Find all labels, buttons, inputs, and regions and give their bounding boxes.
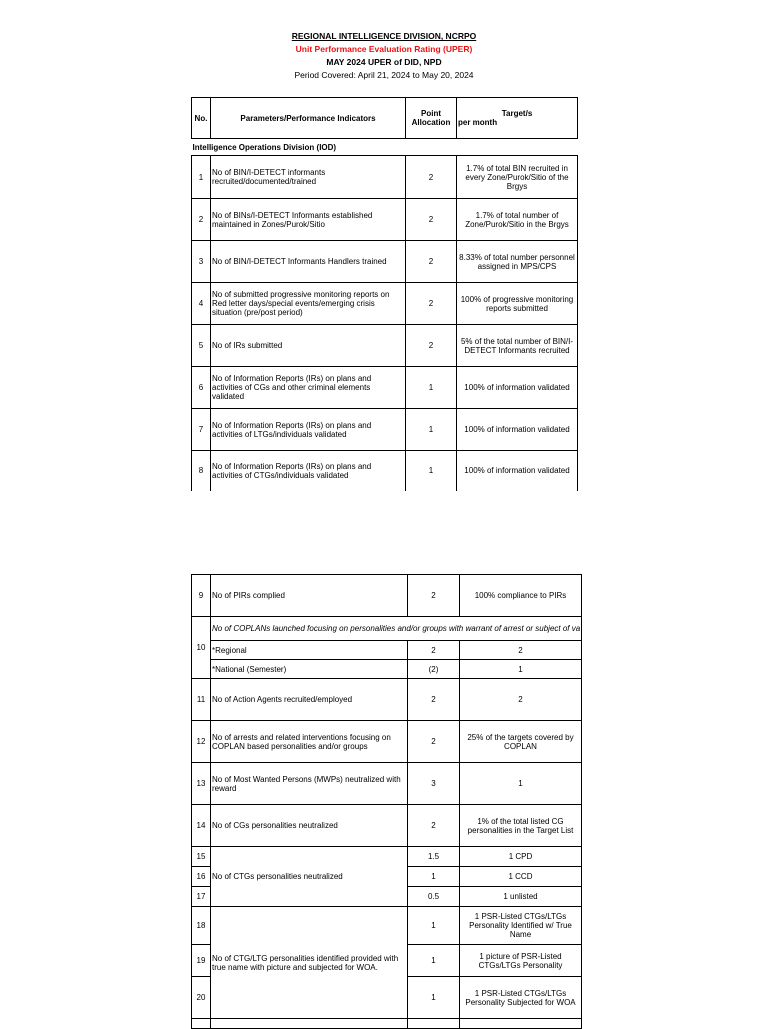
row-target: 5% of the total number of BIN/I-DETECT Informants recruited <box>457 325 578 367</box>
row-param: No of COPLANs launched focusing on personalities and/or groups with warrant of arrest or subject of va <box>211 617 582 641</box>
table-row-coplan-regional <box>192 641 582 660</box>
table-row <box>192 763 582 805</box>
row-param: No of submitted progressive monitoring reports on Red letter days/special events/emerging crisis situation (pre/post period) <box>211 283 406 325</box>
row-point: 1 <box>408 867 460 887</box>
row-no: 2 <box>192 199 211 241</box>
row-param: No of arrests and related interventions focusing on COPLAN based personalities and/or groups <box>211 721 408 763</box>
row-no: 6 <box>192 367 211 409</box>
table-row <box>192 325 578 367</box>
row-param: *National (Semester) <box>211 660 408 679</box>
row-no: 3 <box>192 241 211 283</box>
table-row <box>192 575 582 617</box>
row-param: No of PIRs complied <box>211 575 408 617</box>
table-row <box>192 847 582 867</box>
row-point: 1 <box>406 409 457 451</box>
col-header-target <box>457 98 578 139</box>
table-row-coplan-national <box>192 660 582 679</box>
row-param: No of CGs personalities neutralized <box>211 805 408 847</box>
division-title: REGIONAL INTELLIGENCE DIVISION, NCRPO <box>291 31 477 41</box>
row-param: *Regional <box>211 641 408 660</box>
row-no: 9 <box>192 575 211 617</box>
row-no: 12 <box>192 721 211 763</box>
row-param: No of BINs/I-DETECT Informants established maintained in Zones/Purok/Sitio <box>211 199 406 241</box>
row-no: 17 <box>192 887 211 907</box>
table-row <box>192 721 582 763</box>
row-param: No of Action Agents recruited/employed <box>211 679 408 721</box>
row-target: 8.33% of total number personnel assigned in MPS/CPS <box>457 241 578 283</box>
col-header-param: Parameters/Performance Indicators <box>211 98 406 139</box>
row-point: 2 <box>406 325 457 367</box>
row-param: No of Most Wanted Persons (MWPs) neutralized with reward <box>211 763 408 805</box>
col-header-point: Point Allocation <box>406 98 457 139</box>
table-row <box>192 805 582 847</box>
row-target: 100% of progressive monitoring reports submitted <box>457 283 578 325</box>
table-row <box>192 679 582 721</box>
row-point: 1 <box>408 945 460 977</box>
row-point: 1 <box>406 451 457 491</box>
period-covered: Period Covered: April 21, 2024 to May 20, 2024 <box>294 70 474 80</box>
row-target: 1.7% of total number of Zone/Purok/Sitio in the Brgys <box>457 199 578 241</box>
uper-subtitle: Unit Performance Evaluation Rating (UPER) <box>295 44 473 54</box>
row-no: 13 <box>192 763 211 805</box>
row-point: 2 <box>406 241 457 283</box>
section-row <box>192 139 578 156</box>
row-point: 2 <box>406 283 457 325</box>
row-point: 2 <box>408 721 460 763</box>
row-no: 20 <box>192 977 211 1019</box>
row-param: No of BIN/I-DETECT Informants Handlers trained <box>211 241 406 283</box>
table-row <box>192 283 578 325</box>
row-target: 2 <box>459 679 581 721</box>
row-param: No of BIN/I-DETECT informants recruited/documented/trained <box>211 156 406 199</box>
row-point: 1 <box>408 907 460 945</box>
row-point: 2 <box>408 805 460 847</box>
target-header-line1: Target/s <box>501 109 533 118</box>
col-header-no: No. <box>192 98 211 139</box>
section-iod-title: Intelligence Operations Division (IOD) <box>192 139 578 156</box>
row-param: No of Information Reports (IRs) on plans and activities of CTGs/individuals validated <box>211 451 406 491</box>
report-title: MAY 2024 UPER of DID, NPD <box>326 57 442 67</box>
table-row <box>192 199 578 241</box>
row-point: 2 <box>406 199 457 241</box>
row-target: 100% of information validated <box>457 409 578 451</box>
row-no: 18 <box>192 907 211 945</box>
row-no: 19 <box>192 945 211 977</box>
row-param: No of CTG/LTG personalities identified provided with true name with picture and subjected for WOA. <box>211 907 408 1019</box>
row-target: 1 <box>459 763 581 805</box>
uper-table-page1 <box>191 97 578 491</box>
row-param: No of Information Reports (IRs) on plans and activities of CGs and other criminal elements validated <box>211 367 406 409</box>
row-point: 0.5 <box>408 887 460 907</box>
row-no: 15 <box>192 847 211 867</box>
row-no: 8 <box>192 451 211 491</box>
row-no: 10 <box>192 617 211 679</box>
row-target: 1 PSR-Listed CTGs/LTGs Personality Identified w/ True Name <box>459 907 581 945</box>
table-row-coplan-title <box>192 617 582 641</box>
row-point: (2) <box>408 660 460 679</box>
row-point: 2 <box>408 641 460 660</box>
uper-table-page2 <box>191 574 582 1029</box>
row-target: 1 CPD <box>459 847 581 867</box>
row-point: 2 <box>406 156 457 199</box>
row-target: 2 <box>459 641 581 660</box>
row-target: 100% of information validated <box>457 367 578 409</box>
row-target: 1 <box>459 660 581 679</box>
row-target: 100% of information validated <box>457 451 578 491</box>
row-target: 1 picture of PSR-Listed CTGs/LTGs Personality <box>459 945 581 977</box>
row-no: 1 <box>192 156 211 199</box>
table-row <box>192 156 578 199</box>
row-target: 1% of the total listed CG personalities in the Target List <box>459 805 581 847</box>
table-row <box>192 367 578 409</box>
row-target: 1 PSR-Listed CTGs/LTGs Personality Subjected for WOA <box>459 977 581 1019</box>
row-point: 2 <box>408 575 460 617</box>
row-target: 1 unlisted <box>459 887 581 907</box>
row-param: No of CTGs personalities neutralized <box>211 847 408 907</box>
row-no: 11 <box>192 679 211 721</box>
row-target: 1.7% of total BIN recruited in every Zone/Purok/Sitio of the Brgys <box>457 156 578 199</box>
table-row <box>192 451 578 491</box>
row-target: 1 CCD <box>459 867 581 887</box>
table-row <box>192 409 578 451</box>
row-no: 16 <box>192 867 211 887</box>
table-row <box>192 241 578 283</box>
row-point: 1 <box>406 367 457 409</box>
row-no: 14 <box>192 805 211 847</box>
row-target: 25% of the targets covered by COPLAN <box>459 721 581 763</box>
row-no: 7 <box>192 409 211 451</box>
row-param: No of IRs submitted <box>211 325 406 367</box>
row-no: 4 <box>192 283 211 325</box>
row-point: 1.5 <box>408 847 460 867</box>
row-point: 1 <box>408 977 460 1019</box>
target-header-line2: per month <box>458 118 498 127</box>
row-point: 3 <box>408 763 460 805</box>
row-point: 2 <box>408 679 460 721</box>
table-row <box>192 907 582 945</box>
table-header-row <box>192 98 578 139</box>
row-target: 100% compliance to PIRs <box>459 575 581 617</box>
row-param: No of Information Reports (IRs) on plans and activities of LTGs/individuals validated <box>211 409 406 451</box>
row-no: 5 <box>192 325 211 367</box>
